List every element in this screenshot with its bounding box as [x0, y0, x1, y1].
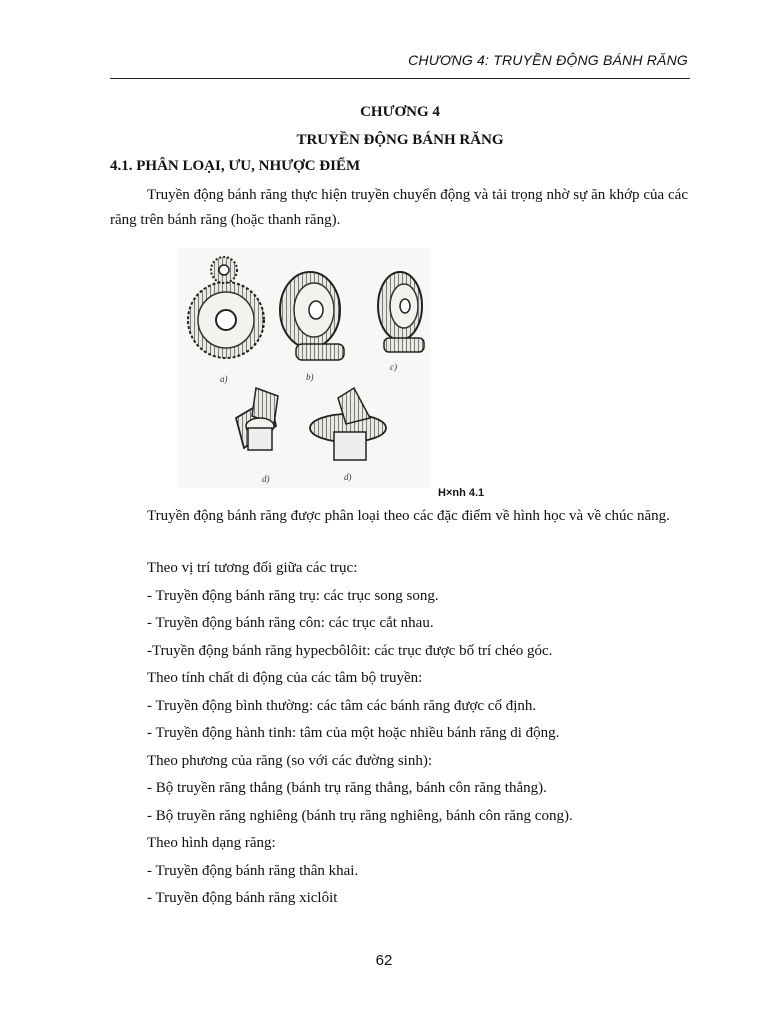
worm-gear-set [378, 272, 424, 352]
intro-paragraph: Truyền động bánh răng thực hiện truyền chuyển động và tải trọng nhờ sự ăn khớp của các răng trên bánh răng (hoặc thanh răng). [110, 187, 688, 228]
label-a: a) [220, 374, 228, 384]
label-b: b) [306, 372, 314, 382]
list-line: - Bộ truyền răng nghiêng (bánh trụ răng nghiêng, bánh côn răng cong). [147, 807, 573, 824]
list-line: - Truyền động bánh răng côn: các trục cắt nhau. [147, 615, 434, 631]
classification-list [147, 555, 707, 913]
list-line: Theo vị trí tương đối giữa các trục: [147, 560, 358, 576]
helical-gear-set [280, 272, 344, 360]
label-d1: d) [262, 474, 270, 484]
gear-figure [178, 248, 430, 488]
running-header: CHƯƠNG 4: TRUYỀN ĐỘNG BÁNH RĂNG [408, 52, 688, 68]
gear-illustration [178, 248, 430, 488]
classification-paragraph: Truyền động bánh răng được phân loại theo các đặc điểm về hình học và về chúc năng. [147, 508, 670, 524]
page-number: 62 [375, 952, 393, 969]
list-line: - Truyền động bánh răng xiclôit [147, 890, 338, 906]
list-line: - Truyền động bình thường: các tâm các bánh răng được cố định. [147, 697, 537, 714]
section-title: 4.1. PHÂN LOẠI, ƯU, NHƯỢC ĐIỂM [110, 158, 361, 174]
bevel-gear-pair-left [236, 388, 278, 450]
label-c: c) [390, 362, 397, 372]
list-line: -Truyền động bánh răng hypecbôlôit: các trục được bố trí chéo góc. [147, 642, 553, 659]
list-line: - Truyền động hành tinh: tâm của một hoặc nhiều bánh răng di động. [147, 725, 560, 741]
list-line: - Truyền động bánh răng thân khai. [147, 862, 359, 879]
list-line: Theo tính chất di động của các tâm bộ truyền: [147, 670, 423, 686]
bevel-gear-pair-right [310, 388, 386, 460]
list-line: Theo hình dạng răng: [147, 835, 276, 851]
chapter-number: CHƯƠNG 4 [360, 104, 440, 120]
list-line: - Truyền động bánh răng trụ: các trục song song. [147, 587, 439, 604]
chapter-title: TRUYỀN ĐỘNG BÁNH RĂNG [296, 132, 504, 148]
spur-gear-pair [188, 257, 264, 358]
list-line: Theo phương của răng (so với các đường sinh): [147, 752, 432, 769]
label-d2: d) [344, 472, 352, 482]
list-line: - Bộ truyền răng thẳng (bánh trụ răng thẳng, bánh côn răng thẳng). [147, 780, 547, 796]
figure-caption: H×nh 4.1 [438, 487, 485, 499]
header-divider [110, 78, 690, 79]
